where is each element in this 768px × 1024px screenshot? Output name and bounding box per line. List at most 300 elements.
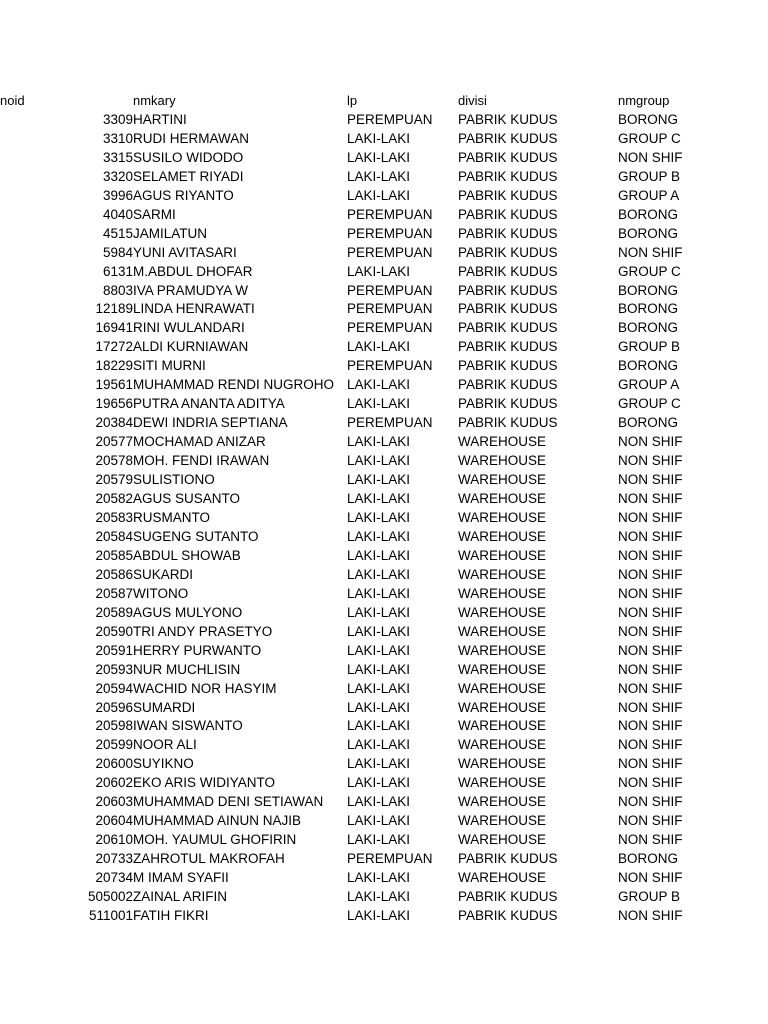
cell-nmkary: HERRY PURWANTO [133, 642, 262, 658]
row-spacer [0, 850, 70, 869]
cell-nmkary: MUHAMMAD DENI SETIAWAN [133, 794, 324, 810]
cell-nmkary: SUGENG SUTANTO [133, 528, 259, 544]
cell-nmgroup: NON SHIF [618, 566, 683, 582]
cell-lp: LAKI-LAKI [347, 680, 411, 696]
header-row [0, 92, 768, 111]
cell-noid: 505002 [87, 889, 133, 905]
cell-nmgroup: NON SHIF [618, 604, 683, 620]
cell-noid: 20602 [95, 775, 133, 791]
cell-nmkary: MOH. YAUMUL GHOFIRIN [133, 832, 297, 848]
cell-nmgroup: NON SHIF [618, 585, 683, 601]
cell-divisi: WAREHOUSE [458, 472, 547, 488]
cell-lp: LAKI-LAKI [347, 396, 411, 412]
cell-noid: 20587 [95, 585, 133, 601]
cell-nmgroup: NON SHIF [618, 661, 683, 677]
table-row [0, 907, 768, 926]
header-divisi: divisi [458, 93, 487, 108]
cell-divisi: WAREHOUSE [458, 718, 547, 734]
cell-noid: 20610 [95, 832, 133, 848]
table-body [0, 92, 768, 926]
table-row [0, 357, 768, 376]
cell-nmgroup: NON SHIF [618, 528, 683, 544]
table-row [0, 869, 768, 888]
table-row [0, 717, 768, 736]
table-row [0, 566, 768, 585]
cell-lp: LAKI-LAKI [347, 642, 411, 658]
cell-divisi: PABRIK KUDUS [458, 358, 558, 374]
row-spacer [0, 699, 70, 718]
cell-nmgroup: NON SHIF [618, 244, 683, 260]
cell-lp: LAKI-LAKI [347, 263, 411, 279]
header-noid: noid [0, 93, 25, 108]
cell-divisi: PABRIK KUDUS [458, 339, 558, 355]
cell-nmkary: RUDI HERMAWAN [133, 130, 249, 146]
cell-nmkary: NOOR ALI [133, 737, 197, 753]
cell-nmgroup: NON SHIF [618, 870, 683, 886]
cell-nmkary: SUMARDI [133, 699, 196, 715]
cell-noid: 20599 [95, 737, 133, 753]
cell-divisi: PABRIK KUDUS [458, 206, 558, 222]
cell-noid: 20591 [95, 642, 133, 658]
cell-nmkary: YUNI AVITASARI [133, 244, 237, 260]
header-noid-spacer [70, 92, 133, 111]
cell-nmgroup: NON SHIF [618, 832, 683, 848]
cell-noid: 20578 [95, 453, 133, 469]
table-row [0, 395, 768, 414]
cell-nmkary: M.ABDUL DHOFAR [133, 263, 253, 279]
table-row [0, 831, 768, 850]
cell-nmkary: SUYIKNO [133, 756, 194, 772]
cell-nmkary: NUR MUCHLISIN [133, 661, 241, 677]
cell-noid: 16941 [95, 320, 133, 336]
table-row [0, 661, 768, 680]
cell-nmgroup: NON SHIF [618, 491, 683, 507]
cell-noid: 3320 [102, 168, 133, 184]
cell-noid: 19656 [95, 396, 133, 412]
cell-lp: LAKI-LAKI [347, 889, 411, 905]
cell-nmgroup: GROUP B [618, 339, 681, 355]
cell-nmgroup: GROUP B [618, 889, 681, 905]
cell-noid: 19561 [95, 377, 133, 393]
cell-noid: 20589 [95, 604, 133, 620]
cell-lp: PEREMPUAN [347, 415, 433, 431]
cell-nmgroup: NON SHIF [618, 623, 683, 639]
cell-divisi: WAREHOUSE [458, 491, 547, 507]
cell-noid: 20590 [95, 623, 133, 639]
table-row [0, 338, 768, 357]
cell-noid: 511001 [88, 907, 133, 923]
cell-lp: LAKI-LAKI [347, 718, 411, 734]
cell-divisi: PABRIK KUDUS [458, 168, 558, 184]
cell-nmkary: IWAN SISWANTO [133, 718, 243, 734]
cell-nmkary: AGUS SUSANTO [133, 491, 241, 507]
cell-divisi: WAREHOUSE [458, 680, 547, 696]
row-spacer [0, 736, 70, 755]
cell-nmgroup: NON SHIF [618, 472, 683, 488]
cell-nmkary: ZAINAL ARIFIN [133, 889, 228, 905]
row-spacer [0, 623, 70, 642]
row-spacer [0, 357, 70, 376]
cell-noid: 3315 [102, 149, 133, 165]
cell-noid: 4040 [102, 206, 133, 222]
cell-nmkary: IVA PRAMUDYA W [133, 282, 249, 298]
cell-divisi: PABRIK KUDUS [458, 415, 558, 431]
row-spacer [0, 452, 70, 471]
cell-divisi: WAREHOUSE [458, 453, 547, 469]
table-row [0, 433, 768, 452]
table-row [0, 111, 768, 130]
cell-noid: 3310 [102, 130, 133, 146]
row-spacer [0, 282, 70, 301]
cell-lp: LAKI-LAKI [347, 187, 411, 203]
cell-nmkary: LINDA HENRAWATI [133, 301, 255, 317]
row-spacer [0, 490, 70, 509]
cell-divisi: PABRIK KUDUS [458, 263, 558, 279]
table-row [0, 642, 768, 661]
table-row [0, 187, 768, 206]
cell-lp: LAKI-LAKI [347, 737, 411, 753]
cell-divisi: WAREHOUSE [458, 434, 547, 450]
cell-nmkary: WITONO [133, 585, 189, 601]
cell-nmgroup: NON SHIF [618, 547, 683, 563]
table-row [0, 604, 768, 623]
cell-nmkary: PUTRA ANANTA ADITYA [133, 396, 285, 412]
row-spacer [0, 471, 70, 490]
cell-nmgroup: NON SHIF [618, 149, 683, 165]
row-spacer [0, 812, 70, 831]
row-spacer [0, 225, 70, 244]
cell-noid: 4515 [102, 225, 133, 241]
row-spacer [0, 566, 70, 585]
cell-lp: PEREMPUAN [347, 282, 433, 298]
table-row [0, 282, 768, 301]
cell-nmkary: AGUS MULYONO [133, 604, 243, 620]
cell-divisi: WAREHOUSE [458, 813, 547, 829]
cell-nmkary: ZAHROTUL MAKROFAH [133, 851, 285, 867]
cell-noid: 12189 [95, 301, 133, 317]
header-nmgroup: nmgroup [618, 93, 670, 108]
cell-nmgroup: NON SHIF [618, 794, 683, 810]
cell-divisi: PABRIK KUDUS [458, 396, 558, 412]
cell-nmgroup: BORONG [618, 282, 679, 298]
cell-nmgroup: NON SHIF [618, 680, 683, 696]
row-spacer [0, 130, 70, 149]
cell-nmkary: SITI MURNI [133, 358, 206, 374]
cell-lp: LAKI-LAKI [347, 547, 411, 563]
cell-divisi: WAREHOUSE [458, 566, 547, 582]
cell-noid: 18229 [95, 358, 133, 374]
cell-nmgroup: BORONG [618, 206, 679, 222]
cell-lp: LAKI-LAKI [347, 528, 411, 544]
cell-lp: LAKI-LAKI [347, 775, 411, 791]
cell-lp: PEREMPUAN [347, 111, 433, 127]
table-row [0, 225, 768, 244]
header-nmkary: nmkary [133, 93, 176, 108]
cell-nmgroup: NON SHIF [618, 907, 683, 923]
cell-nmkary: RUSMANTO [133, 509, 211, 525]
table-row [0, 452, 768, 471]
cell-noid: 20734 [95, 870, 133, 886]
table-row [0, 414, 768, 433]
row-spacer [0, 300, 70, 319]
cell-divisi: WAREHOUSE [458, 528, 547, 544]
row-spacer [0, 376, 70, 395]
cell-lp: LAKI-LAKI [347, 509, 411, 525]
cell-nmkary: SARMI [133, 206, 176, 222]
cell-nmkary: WACHID NOR HASYIM [133, 680, 277, 696]
cell-nmgroup: NON SHIF [618, 509, 683, 525]
cell-nmkary: SULISTIONO [133, 472, 215, 488]
cell-lp: LAKI-LAKI [347, 870, 411, 886]
cell-nmgroup: GROUP C [618, 263, 681, 279]
cell-nmkary: MUHAMMAD RENDI NUGROHO [133, 377, 334, 393]
row-spacer [0, 414, 70, 433]
cell-noid: 20604 [95, 813, 133, 829]
table-row [0, 528, 768, 547]
cell-nmkary: SUKARDI [133, 566, 194, 582]
table-row [0, 585, 768, 604]
cell-lp: LAKI-LAKI [347, 168, 411, 184]
cell-lp: LAKI-LAKI [347, 585, 411, 601]
table-row [0, 490, 768, 509]
cell-nmgroup: BORONG [618, 415, 679, 431]
cell-lp: LAKI-LAKI [347, 794, 411, 810]
cell-lp: LAKI-LAKI [347, 813, 411, 829]
cell-lp: PEREMPUAN [347, 206, 433, 222]
cell-noid: 20586 [95, 566, 133, 582]
row-spacer [0, 604, 70, 623]
row-spacer [0, 338, 70, 357]
cell-noid: 20596 [95, 699, 133, 715]
cell-nmgroup: BORONG [618, 301, 679, 317]
employee-table [0, 92, 768, 926]
cell-nmgroup: GROUP C [618, 130, 681, 146]
cell-divisi: PABRIK KUDUS [458, 889, 558, 905]
cell-nmgroup: NON SHIF [618, 737, 683, 753]
cell-noid: 20594 [95, 680, 133, 696]
cell-divisi: WAREHOUSE [458, 509, 547, 525]
row-spacer [0, 149, 70, 168]
cell-noid: 5984 [102, 244, 133, 260]
row-spacer [0, 168, 70, 187]
cell-nmgroup: NON SHIF [618, 699, 683, 715]
cell-noid: 17272 [95, 339, 133, 355]
cell-divisi: WAREHOUSE [458, 737, 547, 753]
row-spacer [0, 187, 70, 206]
table-row [0, 471, 768, 490]
row-spacer [0, 642, 70, 661]
cell-divisi: PABRIK KUDUS [458, 187, 558, 203]
cell-nmkary: HARTINI [133, 111, 187, 127]
cell-divisi: WAREHOUSE [458, 642, 547, 658]
row-spacer [0, 774, 70, 793]
cell-divisi: PABRIK KUDUS [458, 282, 558, 298]
cell-noid: 20582 [95, 491, 133, 507]
cell-nmgroup: GROUP A [618, 377, 680, 393]
cell-lp: LAKI-LAKI [347, 699, 411, 715]
header-lp: lp [347, 93, 358, 108]
cell-divisi: WAREHOUSE [458, 585, 547, 601]
table-row [0, 755, 768, 774]
cell-divisi: WAREHOUSE [458, 623, 547, 639]
cell-lp: LAKI-LAKI [347, 604, 411, 620]
row-spacer [0, 528, 70, 547]
cell-lp: LAKI-LAKI [347, 130, 411, 146]
row-spacer [0, 680, 70, 699]
cell-nmgroup: NON SHIF [618, 453, 683, 469]
cell-nmkary: SUSILO WIDODO [133, 149, 244, 165]
cell-noid: 3309 [102, 111, 133, 127]
table-row [0, 149, 768, 168]
cell-nmkary: DEWI INDRIA SEPTIANA [133, 415, 288, 431]
cell-noid: 3996 [102, 187, 133, 203]
cell-divisi: WAREHOUSE [458, 794, 547, 810]
cell-divisi: PABRIK KUDUS [458, 225, 558, 241]
cell-divisi: WAREHOUSE [458, 604, 547, 620]
table-row [0, 850, 768, 869]
cell-nmgroup: BORONG [618, 851, 679, 867]
cell-noid: 20583 [95, 509, 133, 525]
cell-nmgroup: NON SHIF [618, 775, 683, 791]
cell-divisi: PABRIK KUDUS [458, 301, 558, 317]
cell-noid: 8803 [102, 282, 133, 298]
cell-nmkary: MUHAMMAD AINUN NAJIB [133, 813, 302, 829]
table-row [0, 812, 768, 831]
row-spacer [0, 244, 70, 263]
row-spacer [0, 888, 70, 907]
table-row [0, 130, 768, 149]
table-row [0, 168, 768, 187]
cell-nmkary: ALDI KURNIAWAN [133, 339, 249, 355]
row-spacer [0, 433, 70, 452]
table-row [0, 263, 768, 282]
cell-lp: PEREMPUAN [347, 320, 433, 336]
table-row [0, 736, 768, 755]
cell-divisi: WAREHOUSE [458, 661, 547, 677]
cell-nmkary: MOH. FENDI IRAWAN [133, 453, 270, 469]
cell-lp: PEREMPUAN [347, 358, 433, 374]
row-spacer [0, 661, 70, 680]
cell-nmgroup: NON SHIF [618, 813, 683, 829]
cell-divisi: WAREHOUSE [458, 832, 547, 848]
row-spacer [0, 907, 70, 926]
table-row [0, 376, 768, 395]
cell-lp: LAKI-LAKI [347, 434, 411, 450]
table-row [0, 509, 768, 528]
row-spacer [0, 263, 70, 282]
cell-nmgroup: GROUP B [618, 168, 681, 184]
table-row [0, 319, 768, 338]
table-row [0, 244, 768, 263]
table-row [0, 623, 768, 642]
cell-nmkary: TRI ANDY PRASETYO [133, 623, 273, 639]
cell-divisi: PABRIK KUDUS [458, 149, 558, 165]
cell-lp: LAKI-LAKI [347, 453, 411, 469]
row-spacer [0, 585, 70, 604]
row-spacer [0, 869, 70, 888]
table-row [0, 206, 768, 225]
row-spacer [0, 793, 70, 812]
cell-divisi: WAREHOUSE [458, 756, 547, 772]
cell-nmgroup: BORONG [618, 320, 679, 336]
cell-noid: 20733 [95, 851, 133, 867]
cell-noid: 20593 [95, 661, 133, 677]
cell-noid: 20598 [95, 718, 133, 734]
table-row [0, 774, 768, 793]
row-spacer [0, 319, 70, 338]
cell-noid: 20384 [95, 415, 133, 431]
cell-lp: LAKI-LAKI [347, 339, 411, 355]
cell-noid: 20600 [95, 756, 133, 772]
cell-divisi: PABRIK KUDUS [458, 130, 558, 146]
row-spacer [0, 395, 70, 414]
cell-noid: 20579 [95, 472, 133, 488]
cell-nmkary: MOCHAMAD ANIZAR [133, 434, 266, 450]
row-spacer [0, 547, 70, 566]
cell-nmgroup: BORONG [618, 358, 679, 374]
cell-lp: LAKI-LAKI [347, 623, 411, 639]
cell-divisi: PABRIK KUDUS [458, 851, 558, 867]
cell-divisi: WAREHOUSE [458, 699, 547, 715]
cell-nmkary: AGUS RIYANTO [133, 187, 234, 203]
cell-divisi: PABRIK KUDUS [458, 111, 558, 127]
table-row [0, 699, 768, 718]
cell-nmkary: JAMILATUN [133, 225, 208, 241]
row-spacer [0, 831, 70, 850]
cell-nmkary: M IMAM SYAFII [133, 870, 229, 886]
cell-lp: LAKI-LAKI [347, 832, 411, 848]
cell-nmgroup: NON SHIF [618, 756, 683, 772]
cell-divisi: WAREHOUSE [458, 775, 547, 791]
cell-nmgroup: NON SHIF [618, 718, 683, 734]
cell-nmgroup: NON SHIF [618, 642, 683, 658]
row-spacer [0, 206, 70, 225]
table-row [0, 680, 768, 699]
cell-divisi: PABRIK KUDUS [458, 244, 558, 260]
cell-lp: PEREMPUAN [347, 301, 433, 317]
table-row [0, 300, 768, 319]
cell-nmgroup: GROUP A [618, 187, 680, 203]
row-spacer [0, 755, 70, 774]
cell-lp: LAKI-LAKI [347, 756, 411, 772]
cell-nmgroup: BORONG [618, 225, 679, 241]
row-spacer [0, 509, 70, 528]
cell-lp: LAKI-LAKI [347, 907, 411, 923]
cell-nmgroup: BORONG [618, 111, 679, 127]
cell-nmkary: ABDUL SHOWAB [133, 547, 241, 563]
cell-nmkary: SELAMET RIYADI [133, 168, 244, 184]
cell-nmkary: EKO ARIS WIDIYANTO [133, 775, 276, 791]
row-spacer [0, 111, 70, 130]
cell-noid: 20577 [95, 434, 133, 450]
cell-divisi: WAREHOUSE [458, 870, 547, 886]
cell-lp: LAKI-LAKI [347, 566, 411, 582]
cell-nmgroup: NON SHIF [618, 434, 683, 450]
cell-divisi: PABRIK KUDUS [458, 907, 558, 923]
cell-divisi: WAREHOUSE [458, 547, 547, 563]
cell-nmkary: FATIH FIKRI [133, 907, 209, 923]
row-spacer [0, 717, 70, 736]
cell-divisi: PABRIK KUDUS [458, 377, 558, 393]
table-row [0, 547, 768, 566]
cell-noid: 20585 [95, 547, 133, 563]
cell-nmgroup: GROUP C [618, 396, 681, 412]
table-row [0, 888, 768, 907]
cell-nmkary: RINI WULANDARI [133, 320, 245, 336]
cell-lp: PEREMPUAN [347, 225, 433, 241]
cell-noid: 20603 [95, 794, 133, 810]
cell-lp: LAKI-LAKI [347, 472, 411, 488]
